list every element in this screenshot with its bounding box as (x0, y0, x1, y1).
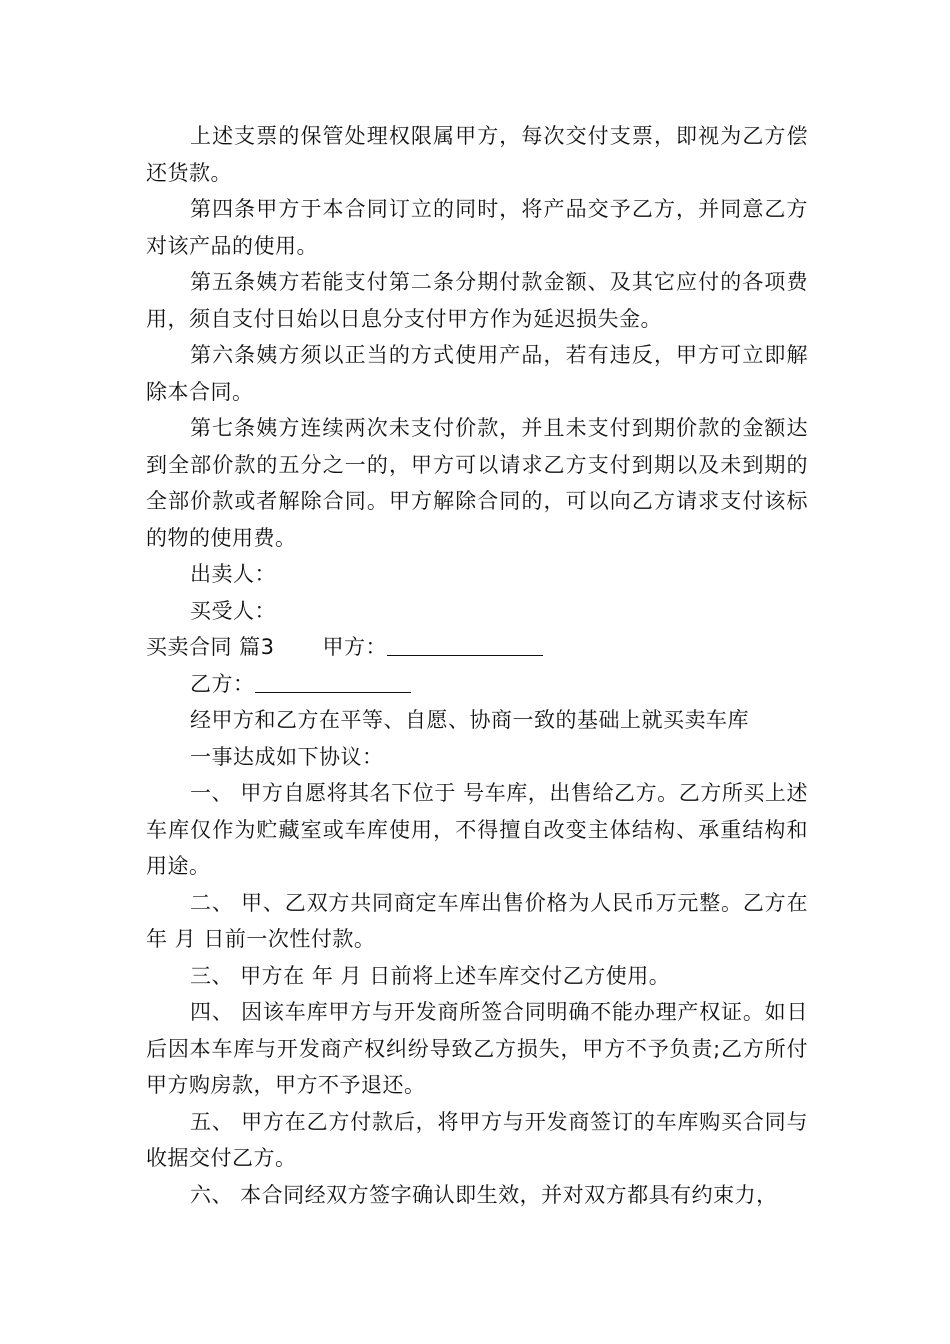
party-b-line (146, 666, 808, 703)
paragraph-article-4: 第四条甲方于本合同订立的同时，将产品交予乙方，并同意乙方对该产品的使用。 (146, 197, 808, 258)
clause-3: 三、 甲方在 年 月 日前将上述车库交付乙方使用。 (190, 963, 671, 988)
party-a-blank (387, 634, 543, 656)
paragraph-article-5: 第五条姨方若能支付第二条分期付款金额、及其它应付的各项费用，须自支付日始以日息分支付甲方作为延迟损失金。 (146, 270, 808, 331)
clause-6: 六、 本合同经双方签字确认即生效，并对双方都具有约束力， (190, 1182, 778, 1207)
clause-4: 四、 因该车库甲方与开发商所签合同明确不能办理产权证。如日后因本车库与开发商产权纠纷导致乙方损失，甲方不予负责;乙方所付甲方购房款，甲方不予退还。 (146, 1000, 808, 1097)
party-a-label: 甲方： (322, 635, 388, 659)
document-body (146, 118, 808, 1213)
paragraph-agreement: 一事达成如下协议： (190, 744, 384, 769)
buyer-signature-label: 买受人： (190, 598, 276, 623)
paragraph-cheque-custody: 上述支票的保管处理权限属甲方，每次交付支票，即视为乙方偿还货款。 (146, 124, 808, 185)
clause-2: 二、 甲、乙双方共同商定车库出售价格为人民币万元整。乙方在年 月 日前一次性付款。 (146, 890, 808, 951)
seller-signature-label: 出卖人： (190, 562, 276, 586)
paragraph-preamble: 经甲方和乙方在平等、自愿、协商一致的基础上就买卖车库 (190, 708, 749, 732)
paragraph-article-7: 第七条姨方连续两次未支付价款，并且未支付到期价款的金额达到全部价款的五分之一的，甲方可以请求乙方支付到期以及未到期的全部价款或者解除合同。甲方解除合同的，可以向乙方请求支付该标的物的使用费。 (146, 416, 808, 550)
party-b-label: 乙方： (190, 671, 255, 696)
party-b-blank (255, 671, 411, 693)
clause-5: 五、 甲方在乙方付款后，将甲方与开发商签订的车库购买合同与收据交付乙方。 (146, 1109, 808, 1170)
paragraph-article-6: 第六条姨方须以正当的方式使用产品，若有违反，甲方可立即解除本合同。 (146, 343, 808, 404)
section-heading-line (146, 629, 808, 666)
section-heading: 买卖合同 篇3 (146, 635, 275, 659)
clause-1: 一、 甲方自愿将其名下位于 号车库，出售给乙方。乙方所买上述车库仅作为贮藏室或车库使用，不得擅自改变主体结构、承重结构和用途。 (146, 781, 808, 878)
